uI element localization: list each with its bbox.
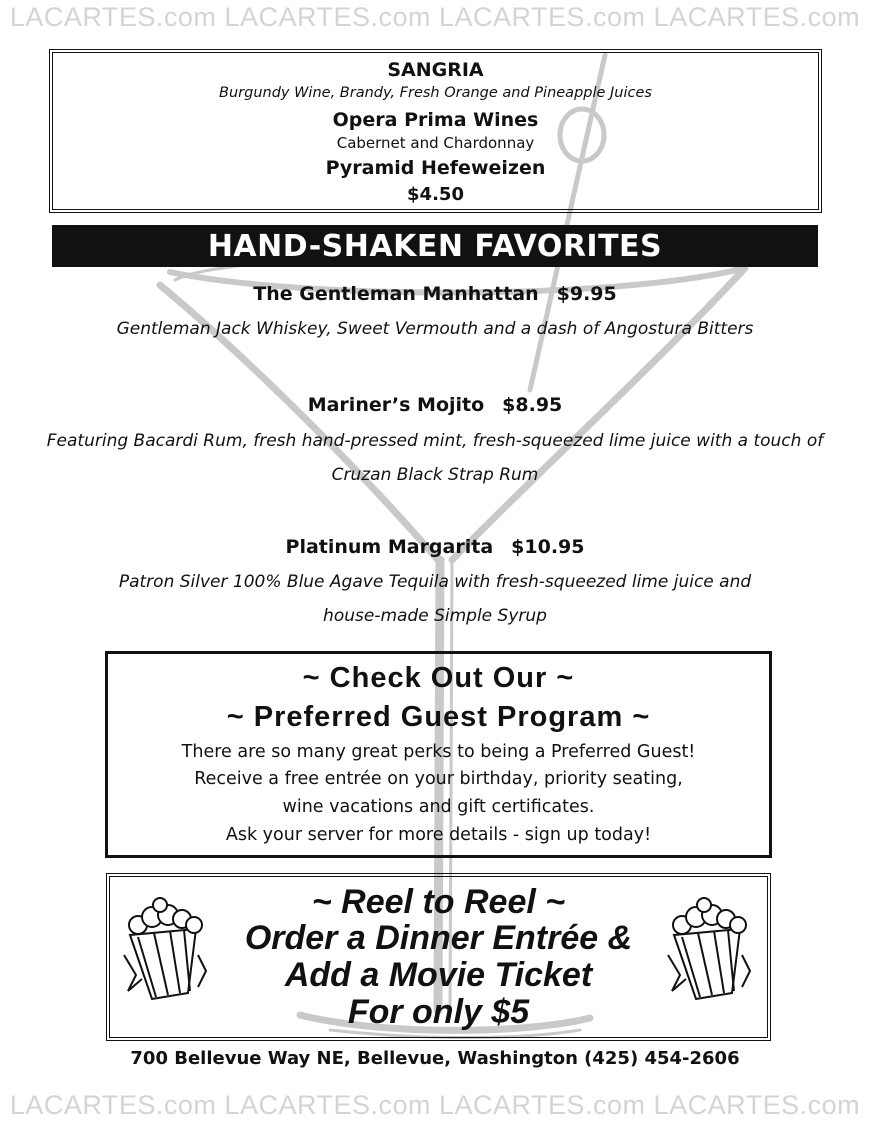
drink-name-manhattan bbox=[0, 283, 870, 305]
opera-prima-title: Opera Prima Wines bbox=[332, 109, 539, 131]
preferred-guest-box bbox=[105, 651, 772, 858]
drink-description-margarita-line-2: house-made Simple Syrup bbox=[323, 606, 547, 626]
drink-title: The Gentleman Manhattan bbox=[253, 283, 539, 305]
preferred-guest-line: There are so many great perks to being a Preferred Guest! bbox=[181, 742, 696, 762]
reel-promo-line: Add a Movie Ticket bbox=[284, 956, 593, 994]
preferred-guest-line: Ask your server for more details - sign up today! bbox=[225, 825, 652, 845]
preferred-guest-heading-1: ~ Check Out Our ~ bbox=[302, 662, 575, 694]
house-wines-price: $4.50 bbox=[407, 184, 464, 205]
drink-price: $9.95 bbox=[556, 283, 617, 305]
drink-name-margarita bbox=[0, 536, 870, 558]
opera-prima-description: Cabernet and Chardonnay bbox=[336, 134, 535, 152]
watermark-bottom: LACARTES.com LACARTES.com LACARTES.com LACARTES.com bbox=[9, 1090, 861, 1120]
house-wines-box bbox=[49, 49, 822, 213]
drink-name-mojito bbox=[0, 394, 870, 416]
drink-description-mojito-line-2: Cruzan Black Strap Rum bbox=[331, 465, 539, 485]
sangria-description: Burgundy Wine, Brandy, Fresh Orange and Pineapple Juices bbox=[219, 85, 652, 101]
popcorn-icon bbox=[118, 895, 208, 1005]
restaurant-address: 700 Bellevue Way NE, Bellevue, Washington (425) 454-2606 bbox=[130, 1048, 740, 1069]
reel-promo-line: Order a Dinner Entrée & bbox=[244, 919, 633, 957]
drink-price: $8.95 bbox=[502, 394, 563, 416]
preferred-guest-line: wine vacations and gift certificates. bbox=[282, 797, 595, 817]
drink-price: $10.95 bbox=[511, 536, 585, 558]
pyramid-hefeweizen-title: Pyramid Hefeweizen bbox=[325, 157, 546, 179]
drink-title: Mariner’s Mojito bbox=[307, 394, 485, 416]
popcorn-icon bbox=[662, 895, 752, 1005]
drink-description-margarita-line-1: Patron Silver 100% Blue Agave Tequila with fresh-squeezed lime juice and bbox=[118, 572, 752, 592]
watermark-top: LACARTES.com LACARTES.com LACARTES.com LACARTES.com bbox=[9, 2, 861, 32]
drink-description-mojito-line-1: Featuring Bacardi Rum, fresh hand-pressed mint, fresh-squeezed lime juice with a touch of bbox=[46, 431, 824, 451]
preferred-guest-heading-2: ~ Preferred Guest Program ~ bbox=[226, 701, 651, 733]
drink-description-manhattan: Gentleman Jack Whiskey, Sweet Vermouth and a dash of Angostura Bitters bbox=[116, 319, 754, 339]
reel-promo-line: For only $5 bbox=[347, 993, 530, 1031]
sangria-title: SANGRIA bbox=[387, 59, 484, 81]
preferred-guest-line: Receive a free entrée on your birthday, priority seating, bbox=[194, 769, 683, 789]
reel-promo-line: ~ Reel to Reel ~ bbox=[311, 883, 566, 921]
section-title-banner: HAND-SHAKEN FAVORITES bbox=[52, 225, 818, 267]
drink-title: Platinum Margarita bbox=[285, 536, 494, 558]
